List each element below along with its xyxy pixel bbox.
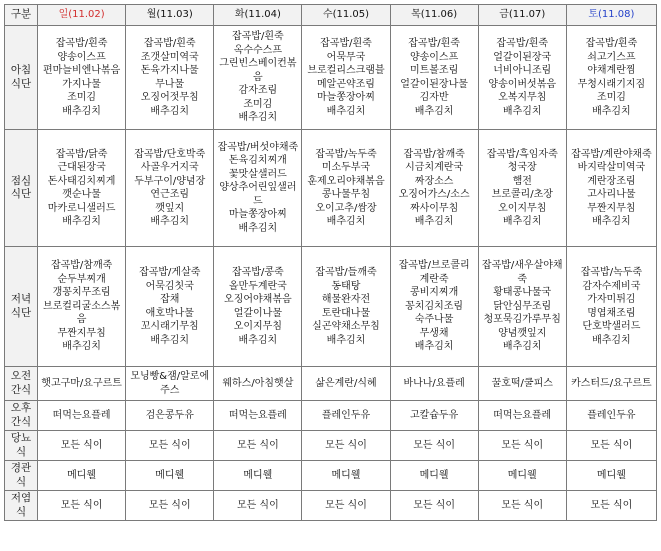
menu-item: 오이지무침 [233,321,283,332]
day-header-wed: 수(11.05) [302,5,390,26]
menu-item: 모든 식이 [501,499,544,511]
menu-item: 조갯살미역국 [140,51,199,63]
menu-item: 편마늘비엔나볶음 [42,65,121,76]
category-label-pm-snack [5,401,38,431]
menu-item: 잡곡밥/흰죽 [585,38,638,49]
category-label-line: 오전 [10,370,32,382]
menu-item: 마늘쫑장아찌 [228,209,287,221]
menu-cell-dinner-tue [214,247,302,367]
menu-cell-low-salt-wed [302,491,390,521]
menu-cell-breakfast-thu [390,26,478,130]
menu-item: 모든 식이 [60,499,103,511]
menu-item: 햄전 [512,175,532,187]
menu-cell-low-salt-sat [566,491,656,521]
menu-item: 잡곡밥/참깨죽 [403,148,465,160]
menu-item: 모닝빵&잼/알로에주스 [130,371,210,396]
menu-cell-pm-snack-tue [214,401,302,431]
menu-item: 무청시래기지짐 [577,78,646,90]
menu-cell-diabetic-mon [126,431,214,461]
menu-item: 실곤약채소무침 [312,321,380,332]
menu-cell-tube-feed-tue [214,461,302,491]
menu-item: 갱꽁치무조림 [52,287,111,299]
menu-item: 모든 식이 [60,439,103,451]
menu-cell-pm-snack-fri [478,401,566,431]
menu-item: 모든 식이 [413,499,456,511]
menu-item: 두부구이/양념장 [134,175,206,187]
menu-item: 애호박나물 [145,307,194,319]
menu-item: 배추김치 [592,216,631,227]
menu-cell-am-snack-fri [478,367,566,401]
category-label-dinner [5,247,38,367]
menu-item: 가지나물 [62,78,101,90]
menu-cell-lunch-wed [302,130,390,247]
menu-item: 브로콜리/초장 [491,189,553,200]
menu-item: 사골우거지국 [140,162,199,173]
menu-item: 오복지무침 [498,92,547,103]
menu-cell-breakfast-sun [38,26,126,130]
menu-item: 무짠지무침 [57,327,106,339]
menu-item: 양념깻잎지 [498,327,547,339]
category-label-line: 점심 [10,174,32,187]
menu-item: 돈육김치찌개 [228,155,287,167]
menu-cell-diabetic-wed [302,431,390,461]
menu-item: 조미김 [243,98,273,110]
meal-row-breakfast [5,26,657,130]
menu-item: 동태탕 [331,280,361,292]
menu-item: 메디웰 [507,469,537,481]
category-label-line: 간식 [10,415,32,428]
menu-item: 얼갈이나물 [233,307,283,319]
menu-item: 잡곡밥/게살죽 [139,267,201,278]
menu-item: 잡곡밥/흰죽 [320,38,372,49]
menu-item: 배추김치 [238,334,278,346]
header-row [5,5,657,26]
menu-item: 플레인두유 [587,409,636,421]
menu-item: 양상추어린잎샐러드 [219,182,297,207]
menu-item: 잡곡밥/단호박죽 [134,148,206,160]
menu-item: 모든 식이 [325,499,367,511]
menu-cell-dinner-mon [126,247,214,367]
menu-item: 고사리나물 [587,189,636,200]
category-label-breakfast [5,26,38,130]
menu-item: 배추김치 [150,216,190,227]
menu-item: 오이고추/쌈장 [315,202,377,214]
menu-item: 꼬시래기무침 [140,321,199,332]
menu-cell-am-snack-mon [126,367,214,401]
menu-cell-tube-feed-mon [126,461,214,491]
menu-cell-lunch-sun [38,130,126,247]
menu-item: 양송이스프 [409,51,459,63]
menu-item: 단호박샐러드 [582,321,641,332]
menu-item: 떠먹는요플레 [52,409,111,421]
menu-item: 숙주나물 [414,314,454,326]
menu-item: 배추김치 [326,334,366,346]
day-header-tue: 화(11.04) [214,5,302,26]
menu-cell-pm-snack-thu [390,401,478,431]
meal-row-am-snack [5,367,657,401]
day-header-fri: 금(11.07) [478,5,566,26]
menu-item: 마늘쫑장아찌 [317,92,375,103]
menu-item: 연근조림 [150,189,190,200]
menu-cell-lunch-sat [566,130,656,247]
day-header-mon: 월(11.03) [126,5,214,26]
menu-item: 잡곡밥/들깨죽 [315,267,377,278]
menu-cell-am-snack-sun [38,367,126,401]
menu-cell-breakfast-tue [214,26,302,130]
menu-item: 배추김치 [502,105,542,117]
menu-item: 미트볼조림 [409,65,459,76]
menu-cell-diabetic-tue [214,431,302,461]
menu-item: 잡채 [160,294,180,305]
menu-cell-diabetic-fri [478,431,566,461]
menu-item: 얼갈이된장국 [493,51,552,63]
menu-item: 모든 식이 [236,439,279,451]
menu-cell-diabetic-sat [566,431,656,461]
day-header-thu: 목(11.06) [390,5,478,26]
menu-cell-lunch-thu [390,130,478,247]
menu-item: 황태콩나물국 [493,287,552,299]
menu-cell-pm-snack-mon [126,401,214,431]
menu-cell-tube-feed-fri [478,461,566,491]
menu-item: 메알곤약조림 [317,78,375,90]
menu-item: 배추김치 [238,222,278,234]
meal-row-lunch [5,130,657,247]
menu-item: 모든 식이 [148,439,191,451]
menu-item: 모든 식이 [590,439,633,451]
menu-item: 모든 식이 [501,439,544,451]
menu-item: 모든 식이 [413,439,456,451]
menu-item: 브로컬리굴소스볶음 [42,300,121,326]
menu-item: 배추김치 [326,216,366,227]
menu-cell-breakfast-fri [478,26,566,130]
meal-row-dinner [5,247,657,367]
menu-item: 그린빈스베이컨볶음 [219,58,297,83]
category-label-line: 식단 [10,188,32,200]
menu-item: 잡곡밥/흰죽 [143,38,196,49]
menu-cell-breakfast-mon [126,26,214,130]
menu-item: 메디웰 [419,469,449,481]
menu-cell-breakfast-wed [302,26,390,130]
menu-table-container [4,4,657,521]
menu-item: 잡곡밥/흑임자죽 [486,148,558,160]
meal-row-pm-snack [5,401,657,431]
menu-item: 잡곡밥/흰죽 [55,38,108,49]
menu-cell-low-salt-sun [38,491,126,521]
menu-item: 배추김치 [326,105,366,117]
menu-cell-low-salt-fri [478,491,566,521]
menu-item: 훈제오리야채볶음 [307,175,385,187]
menu-cell-diabetic-thu [390,431,478,461]
menu-item: 잡곡밥/참깨죽 [50,260,113,272]
menu-item: 메디웰 [596,469,626,481]
menu-item: 깻순나물 [62,189,101,200]
menu-item: 잡곡밥/흰죽 [408,38,460,49]
menu-item: 조미김 [596,92,626,103]
menu-item: 야채계란찜 [587,65,636,76]
menu-cell-am-snack-sat [566,367,656,401]
menu-item: 마카로니샐러드 [47,202,116,214]
category-label-am-snack [5,367,38,401]
menu-item: 잡곡밥/콩죽 [232,267,284,278]
menu-item: 돈사태김치찌게 [47,175,116,187]
category-label-line: 저염 [10,492,32,504]
menu-cell-breakfast-sat [566,26,656,130]
category-label-line: 식 [15,445,27,458]
menu-cell-diabetic-sun [38,431,126,461]
category-label-line: 간식 [10,383,32,396]
category-label-low-salt [5,491,38,521]
menu-cell-am-snack-thu [390,367,478,401]
menu-item: 잡곡밥/버섯야채죽 [217,141,299,153]
menu-item: 햇고구마/요구르트 [41,377,122,389]
menu-item: 떠먹는요플레 [228,409,287,421]
menu-item: 청포묵김가루무침 [483,314,561,326]
menu-item: 잡곡밥/계란야채죽 [571,148,652,160]
menu-item: 떠먹는요플레 [493,409,552,421]
menu-item: 오이지무침 [498,202,547,214]
menu-item: 콩나물무침 [321,189,371,200]
menu-item: 어묵김칫국 [145,280,194,292]
menu-item: 짜장소스 [414,175,454,187]
menu-item: 배추김치 [414,341,454,353]
menu-cell-am-snack-tue [214,367,302,401]
menu-cell-pm-snack-wed [302,401,390,431]
menu-cell-dinner-wed [302,247,390,367]
menu-item: 플레인두유 [321,409,371,421]
menu-item: 미소두부국 [321,162,371,173]
menu-cell-pm-snack-sat [566,401,656,431]
menu-item: 무생채 [419,327,449,339]
meal-row-low-salt [5,491,657,521]
menu-item: 배추김치 [414,216,454,227]
menu-item: 돈육가지나물 [140,65,199,76]
menu-item: 쇠고기스프 [587,51,636,63]
category-label-line: 오후 [10,402,32,414]
menu-item: 메디웰 [243,469,273,481]
menu-item: 잡곡밥/녹두죽 [580,267,643,278]
menu-item: 잡곡밥/새우살야채죽 [481,260,563,285]
menu-item: 계란장조림 [587,175,636,187]
meal-row-diabetic [5,431,657,461]
category-label-line: 식단 [10,77,32,90]
menu-cell-dinner-thu [390,247,478,367]
menu-item: 바나나/요플레 [403,377,465,389]
menu-item: 메디웰 [67,469,97,481]
category-label-line: 저녁 [10,293,32,305]
menu-item: 얼갈이된장나물 [400,78,468,90]
menu-item: 배추김치 [414,105,454,117]
menu-item: 배추김치 [150,105,190,117]
menu-item: 양송이스프 [57,51,106,63]
menu-item: 닭안심무조림 [493,300,552,312]
menu-item: 배추김치 [502,341,542,353]
menu-item: 배추김치 [238,112,278,124]
menu-item: 배추김치 [502,216,542,227]
menu-item: 계란죽 [419,273,449,285]
menu-item: 카스터드/요구르트 [571,377,652,389]
menu-item: 배추김치 [592,105,631,117]
menu-item: 꿀호떡/쿨피스 [491,377,553,389]
menu-cell-dinner-fri [478,247,566,367]
menu-item: 콩비지찌개 [409,287,459,299]
menu-item: 꽃맛살샐러드 [228,168,287,180]
menu-item: 명엽채조림 [587,307,636,319]
menu-item: 청국장 [507,162,537,173]
menu-item: 토란대나물 [321,307,371,319]
menu-item: 무짠지무침 [587,202,636,214]
menu-item: 배추김치 [62,105,101,117]
category-label-line: 식 [15,505,27,518]
menu-item: 메디웰 [331,469,361,481]
menu-item: 잡곡밥/흰죽 [232,31,284,43]
menu-item: 브로컬리스크램블 [307,65,385,76]
menu-item: 메디웰 [155,469,185,481]
category-label-line: 식 [15,475,27,488]
menu-item: 잡곡밥/닭죽 [55,148,108,160]
menu-cell-pm-snack-sun [38,401,126,431]
menu-item: 양송이버섯볶음 [488,78,557,90]
menu-cell-tube-feed-wed [302,461,390,491]
menu-item: 잡곡밥/흰죽 [496,38,549,49]
menu-item: 검은콩두유 [145,409,194,421]
menu-item: 배추김치 [150,334,190,346]
category-label-line: 당뇨 [10,432,32,444]
menu-cell-low-salt-thu [390,491,478,521]
menu-item: 모든 식이 [236,499,279,511]
menu-cell-tube-feed-thu [390,461,478,491]
menu-item: 무나물 [155,78,185,90]
category-label-line: 식단 [10,306,32,319]
menu-item: 바지락살미역국 [577,162,646,173]
meal-row-tube-feed [5,461,657,491]
menu-item: 너비아니조림 [493,65,552,76]
day-header-sun: 일(11.02) [38,5,126,26]
menu-item: 가자미튀김 [587,294,636,305]
menu-item: 오징어젓무침 [140,92,199,103]
category-label-line: 경관 [10,462,32,474]
menu-item: 어묵무국 [326,51,366,63]
category-header: 구분 [5,5,38,26]
menu-cell-low-salt-tue [214,491,302,521]
menu-item: 삶은계란/식혜 [315,377,377,389]
menu-item: 근대된장국 [57,162,106,173]
menu-item: 옥수수스프 [233,44,283,56]
menu-item: 꽁치김치조림 [405,300,464,312]
category-label-lunch [5,130,38,247]
menu-item: 모든 식이 [590,499,633,511]
menu-item: 감자조림 [238,85,278,97]
menu-cell-low-salt-mon [126,491,214,521]
category-label-diabetic [5,431,38,461]
category-label-tube-feed [5,461,38,491]
menu-item: 웨하스/아침햇살 [222,377,294,389]
menu-item: 고칼슘두유 [409,409,459,421]
category-label-line: 아침 [10,64,32,76]
menu-item: 해물완자전 [321,294,371,305]
menu-item: 배추김치 [62,216,101,227]
menu-cell-tube-feed-sun [38,461,126,491]
menu-item: 잡곡밥/브로콜리 [398,260,470,272]
menu-cell-dinner-sat [566,247,656,367]
weekly-menu-table [4,4,657,521]
menu-cell-tube-feed-sat [566,461,656,491]
menu-item: 짜사이무침 [409,202,459,214]
day-header-sat: 토(11.08) [566,5,656,26]
menu-item: 배추김치 [62,341,101,353]
menu-item: 올만두계란국 [228,280,287,292]
menu-item: 오징어가스/소스 [398,189,470,200]
menu-cell-am-snack-wed [302,367,390,401]
menu-item: 조미김 [67,92,97,103]
menu-item: 깻잎지 [155,202,185,214]
menu-item: 순두부찌개 [57,273,106,285]
menu-cell-lunch-mon [126,130,214,247]
menu-item: 시금치계란국 [405,162,464,173]
menu-item: 모든 식이 [148,499,191,511]
menu-item: 배추김치 [592,334,631,346]
menu-cell-lunch-fri [478,130,566,247]
menu-item: 모든 식이 [325,439,367,451]
menu-item: 잡곡밥/녹두죽 [315,148,377,160]
menu-item: 감자수제비국 [582,280,641,292]
menu-item: 오징어야채볶음 [224,294,292,305]
menu-cell-lunch-tue [214,130,302,247]
menu-cell-dinner-sun [38,247,126,367]
menu-item: 김자반 [419,92,449,103]
